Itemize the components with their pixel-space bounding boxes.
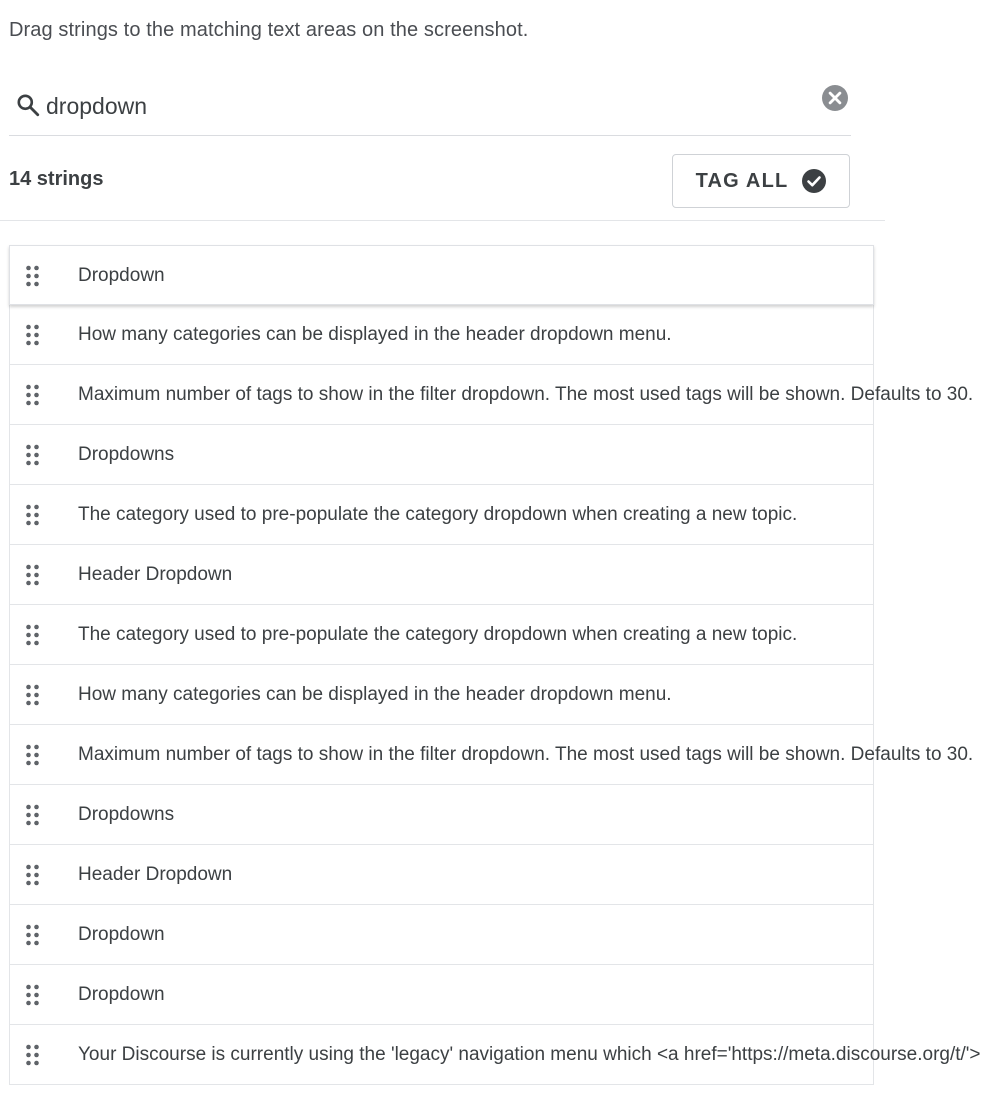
tag-all-label: TAG ALL: [695, 169, 789, 192]
drag-handle-icon[interactable]: [25, 564, 41, 586]
drag-handle-icon[interactable]: [25, 324, 41, 346]
string-text: Dropdowns: [78, 444, 175, 465]
string-row[interactable]: [9, 605, 874, 665]
string-text: The category used to pre-populate the category dropdown when creating a new topic.: [78, 504, 798, 525]
tag-all-button[interactable]: [672, 154, 850, 208]
check-circle-icon: [802, 169, 826, 193]
string-text: Maximum number of tags to show in the filter dropdown. The most used tags will be shown. Defaults to 30.: [78, 744, 974, 765]
string-row[interactable]: [9, 725, 974, 785]
drag-handle-icon[interactable]: [25, 1044, 41, 1066]
string-row[interactable]: [9, 665, 874, 725]
string-text: How many categories can be displayed in the header dropdown menu.: [78, 324, 672, 345]
drag-handle-icon[interactable]: [25, 984, 41, 1006]
string-text: Maximum number of tags to show in the filter dropdown. The most used tags will be shown. Defaults to 30.: [78, 384, 974, 405]
string-text: Dropdown: [78, 984, 165, 1005]
drag-handle-icon[interactable]: [25, 684, 41, 706]
string-text: The category used to pre-populate the category dropdown when creating a new topic.: [78, 624, 798, 645]
string-row[interactable]: [9, 485, 874, 545]
string-row[interactable]: [9, 365, 974, 425]
string-row[interactable]: [9, 545, 874, 605]
string-text: Header Dropdown: [78, 864, 233, 885]
string-text: Your Discourse is currently using the 'legacy' navigation menu which <a href='https://meta.discourse.org/t/'>: [78, 1044, 981, 1065]
string-row[interactable]: [9, 785, 874, 845]
string-row[interactable]: [9, 845, 874, 905]
drag-handle-icon[interactable]: [25, 624, 41, 646]
string-row[interactable]: [9, 425, 874, 485]
string-list: [9, 245, 981, 1085]
drag-handle-icon[interactable]: [25, 265, 41, 287]
drag-handle-icon[interactable]: [25, 444, 41, 466]
string-count: 14 strings: [9, 168, 104, 190]
string-text: Dropdowns: [78, 804, 175, 825]
search-input[interactable]: [46, 87, 806, 125]
search-icon: [15, 92, 41, 118]
drag-handle-icon[interactable]: [25, 804, 41, 826]
string-text: Header Dropdown: [78, 564, 233, 585]
string-row[interactable]: [9, 245, 874, 305]
drag-handle-icon[interactable]: [25, 864, 41, 886]
clear-search-icon[interactable]: [822, 85, 848, 111]
string-row[interactable]: [9, 965, 874, 1025]
string-text: Dropdown: [78, 924, 165, 945]
string-row[interactable]: [9, 305, 874, 365]
string-text: How many categories can be displayed in the header dropdown menu.: [78, 684, 672, 705]
drag-handle-icon[interactable]: [25, 924, 41, 946]
string-text: Dropdown: [78, 265, 165, 286]
string-row[interactable]: [9, 1025, 981, 1085]
search-bar: [9, 80, 851, 136]
string-row[interactable]: [9, 905, 874, 965]
drag-handle-icon[interactable]: [25, 744, 41, 766]
header-divider: [0, 220, 885, 221]
drag-handle-icon[interactable]: [25, 504, 41, 526]
instructions-text: Drag strings to the matching text areas on the screenshot.: [9, 19, 529, 41]
drag-handle-icon[interactable]: [25, 384, 41, 406]
